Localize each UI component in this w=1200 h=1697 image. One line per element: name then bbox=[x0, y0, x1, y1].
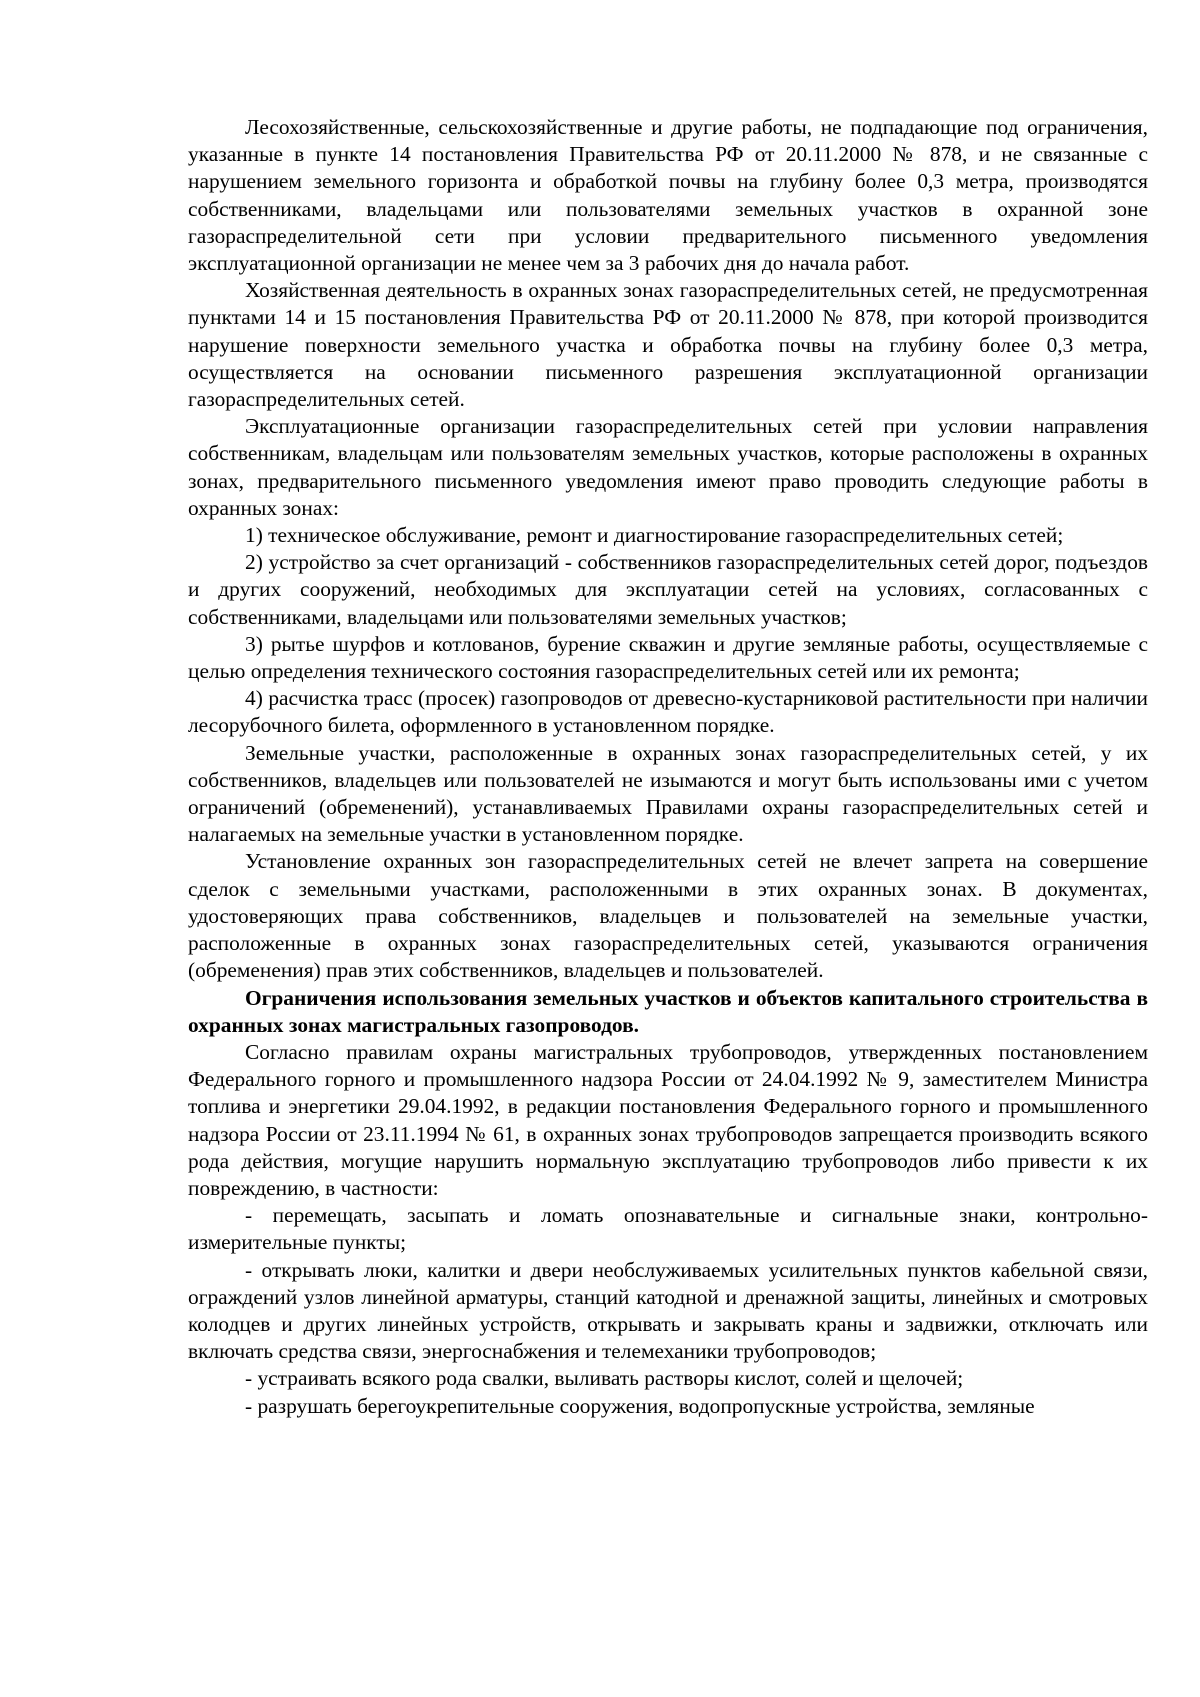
section-heading: Ограничения использования земельных участков и объектов капитального строительства в охранных зонах магистральных газопроводов. bbox=[188, 985, 1148, 1037]
paragraph-protection-zones: Установление охранных зон газораспределительных сетей не влечет запрета на совершение сделок с земельными участками, расположенными в этих охранных зонах. В документах, удостоверяющих права собственников, владельцев и пользователей на земельные участки, расположенные в охранных зонах газораспределительных сетей, указываются ограничения (обременения) прав этих собственников, владельцев и пользователей. bbox=[188, 849, 1148, 983]
paragraph-economic-activity: Хозяйственная деятельность в охранных зонах газораспределительных сетей, не предусмотренная пунктами 14 и 15 постановления Правительства РФ от 20.11.2000 № 878, при которой производится нарушение поверхности земельного участка и обработка почвы на глубину более 0,3 метра, осуществляется на основании письменного разрешения эксплуатационной организации газораспределительных сетей. bbox=[188, 278, 1148, 412]
paragraph-operating-organizations: Эксплуатационные организации газораспределительных сетей при условии направления собственникам, владельцам или пользователям земельных участков, которые расположены в охранных зонах, предварительного письменного уведомления имеют право проводить следующие работы в охранных зонах: bbox=[188, 414, 1148, 520]
list-item-3: 3) рытье шурфов и котлованов, бурение скважин и другие земляные работы, осуществляемые с целью определения технического состояния газораспределительных сетей или их ремонта; bbox=[188, 631, 1148, 684]
dash-item-hatches: - открывать люки, калитки и двери необслуживаемых усилительных пунктов кабельной связи, ограждений узлов линейной арматуры, станций катодной и дренажной защиты, линейных и смотровых колодцев и других линейных устройств, открывать и закрывать краны и задвижки, отключать или включать средства связи, энергоснабжения и телемеханики трубопроводов; bbox=[188, 1257, 1148, 1364]
dash-item-signs: - перемещать, засыпать и ломать опознавательные и сигнальные знаки, контрольно-измерительные пункты; bbox=[188, 1203, 1148, 1255]
document-page bbox=[188, 114, 1148, 1420]
paragraph-forestry-works: Лесохозяйственные, сельскохозяйственные и другие работы, не подпадающие под ограничения, указанные в пункте 14 постановления Правительства РФ от 20.11.2000 № 878, и не связанные с нарушением земельного горизонта и обработкой почвы на глубину более 0,3 метра, производятся собственниками, владельцами или пользователями земельных участков в охранной зоне газораспределительной сети при условии предварительного письменного уведомления эксплуатационной организации не менее чем за 3 рабочих дня до начала работ. bbox=[188, 115, 1148, 276]
list-item-2: 2) устройство за счет организаций - собственников газораспределительных сетей дорог, подъездов и других сооружений, необходимых для эксплуатации сетей на условиях, согласованных с собственниками, владельцами или пользователями земельных участков; bbox=[188, 550, 1148, 629]
list-item-1: 1) техническое обслуживание, ремонт и диагностирование газораспределительных сетей; bbox=[245, 523, 1064, 548]
dash-item-structures: - разрушать берегоукрепительные сооружения, водопропускные устройства, земляные bbox=[245, 1393, 1035, 1418]
list-item-4: 4) расчистка трасс (просек) газопроводов от древесно-кустарниковой растительности при наличии лесорубочного билета, оформленного в установленном порядке. bbox=[188, 686, 1148, 738]
paragraph-pipeline-rules: Согласно правилам охраны магистральных трубопроводов, утвержденных постановлением Федерального горного и промышленного надзора России от 24.04.1992 № 9, заместителем Министра топлива и энергетики 29.04.1992, в редакции постановления Федерального горного и промышленного надзора России от 23.11.1994 № 61, в охранных зонах трубопроводов запрещается производить всякого рода действия, могущие нарушить нормальную эксплуатацию трубопроводов либо привести к их повреждению, в частности: bbox=[188, 1039, 1148, 1200]
paragraph-land-plots: Земельные участки, расположенные в охранных зонах газораспределительных сетей, у их собственников, владельцев или пользователей не изымаются и могут быть использованы ими с учетом ограничений (обременений), устанавливаемых Правилами охраны газораспределительных сетей и налагаемых на земельные участки в установленном порядке. bbox=[188, 740, 1148, 847]
dash-item-dumps: - устраивать всякого рода свалки, выливать растворы кислот, солей и щелочей; bbox=[245, 1366, 964, 1391]
